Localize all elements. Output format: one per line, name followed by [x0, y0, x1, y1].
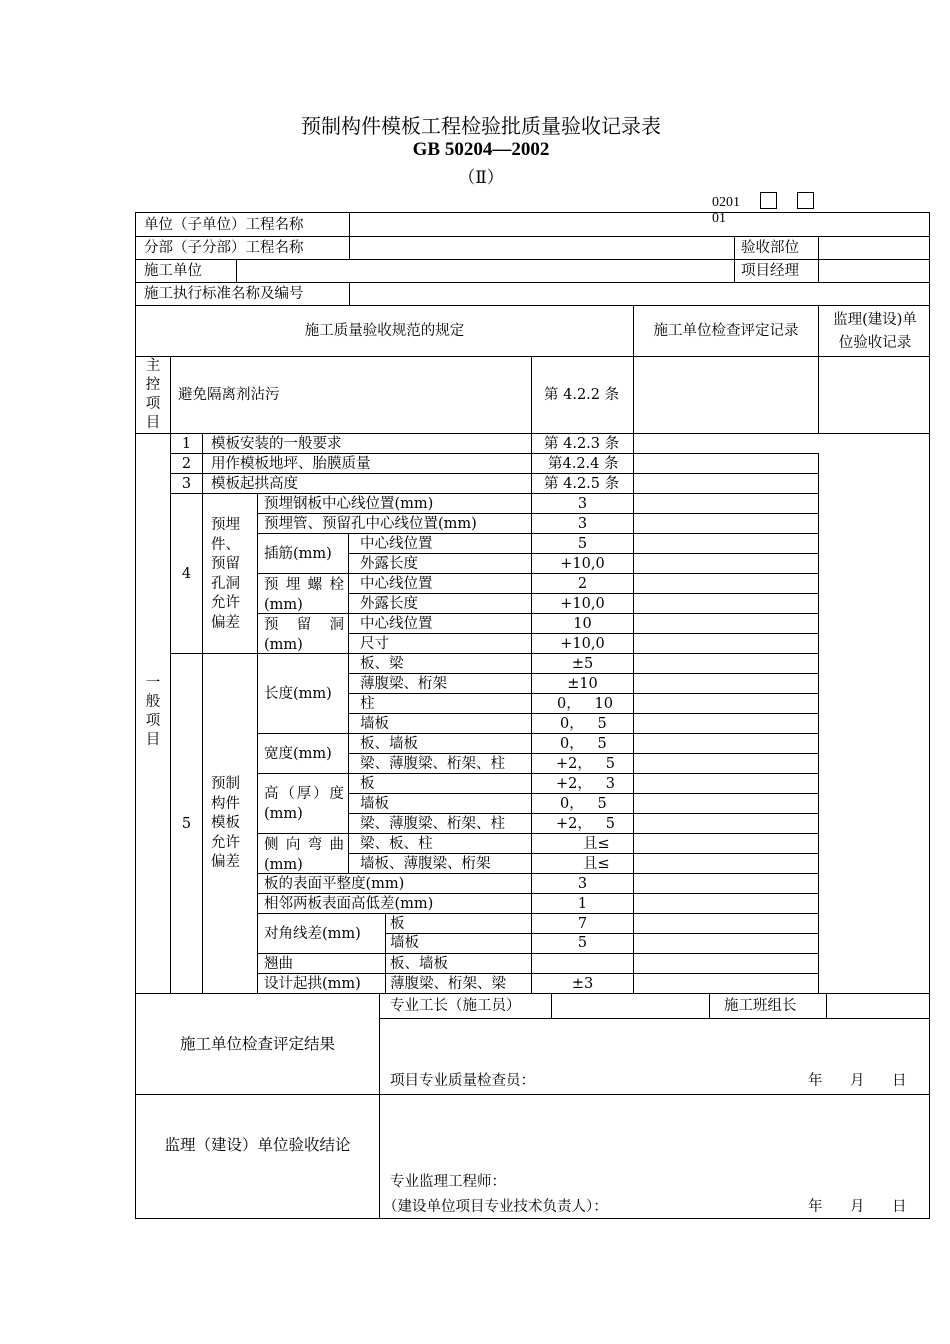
length-row-4-value: 0， 5: [560, 716, 607, 732]
rebar-center-label: 中心线位置: [360, 536, 433, 552]
item-2-no: 2: [181, 456, 192, 472]
width-label: 宽度(mm): [264, 746, 332, 762]
unit-project-label: 单位（子单位）工程名称: [144, 217, 304, 233]
flatness-label: 板的表面平整度(mm): [264, 876, 405, 892]
length-row-1-name: 板、梁: [360, 656, 404, 672]
pipe-value: 3: [577, 516, 588, 532]
construction-unit-label: 施工单位: [144, 263, 202, 279]
height-label: 高（厚）度 (mm): [264, 786, 344, 822]
supervision-conclusion-label: 监理（建设）单位验收结论: [164, 1136, 351, 1154]
standard-name-label: 施工执行标准名称及编号: [144, 286, 304, 302]
item-5-no: 5: [181, 816, 192, 832]
length-row-3-name: 柱: [360, 696, 375, 712]
adjacent-label: 相邻两板表面高低差(mm): [264, 896, 434, 912]
camber-value: ±3: [571, 976, 594, 992]
bending-row-1-name: 梁、板、柱: [360, 836, 433, 852]
construction-result-label: 施工单位检查评定结果: [179, 1035, 335, 1053]
warp-name: 板、墙板: [390, 956, 448, 972]
bolt-exposed-label: 外露长度: [360, 596, 418, 612]
length-row-4-name: 墙板: [360, 716, 389, 732]
conclusion-month-label: 月: [850, 1199, 865, 1215]
conclusion-day-label: 日: [892, 1199, 907, 1215]
bolt-center-value: 2: [577, 576, 588, 592]
steel-plate-label: 预埋钢板中心线位置(mm): [264, 496, 434, 512]
height-row-1-name: 板: [360, 776, 375, 792]
length-row-1-value: ±5: [571, 656, 594, 672]
hole-center-value: 10: [573, 616, 592, 632]
conclusion-year-label: 年: [808, 1199, 823, 1215]
result-year-label: 年: [808, 1073, 823, 1089]
supervision-check-header: 监理(建设)单位验收记录: [833, 312, 917, 351]
height-row-3-name: 梁、薄腹梁、桁架、柱: [360, 816, 505, 832]
width-row-2-name: 梁、薄腹梁、桁架、柱: [360, 756, 505, 772]
bending-row-2-value: 且≤: [583, 856, 610, 872]
diagonal-row-1-value: 7: [577, 916, 588, 932]
item-5-group: 预制构件模板允许偏差: [211, 776, 240, 870]
item-3-clause: 第 4.2.5 条: [544, 476, 620, 492]
item-1-no: 1: [181, 436, 192, 452]
main-control-item: 避免隔离剂沾污: [178, 387, 280, 403]
width-row-2-value: +2， 5: [556, 756, 615, 772]
length-label: 长度(mm): [264, 686, 332, 702]
item-4-group: 预埋件、预留孔洞允许偏差: [211, 517, 240, 631]
camber-label: 设计起拱(mm): [264, 976, 361, 992]
item-3-text: 模板起拱高度: [211, 476, 298, 492]
foreman-label: 专业工长（施工员）: [390, 998, 521, 1014]
form-code-line2: 01: [712, 211, 726, 226]
form-title: 预制构件模板工程检验批质量验收记录表: [301, 114, 661, 138]
owner-rep-label: （建设单位项目专业技术负责人）：: [383, 1199, 608, 1215]
standard-number: GB 50204—2002: [412, 139, 550, 160]
bolt-label: 预 埋 螺 栓 (mm): [264, 577, 344, 613]
item-1-clause: 第 4.2.3 条: [544, 436, 620, 452]
inspection-part-label: 验收部位: [741, 240, 799, 256]
form-code-line1: 0201: [712, 195, 740, 210]
width-row-1-name: 板、墙板: [360, 736, 418, 752]
item-2-clause: 第4.2.4 条: [548, 456, 619, 472]
warp-label: 翘曲: [264, 956, 293, 972]
height-row-2-value: 0， 5: [560, 796, 607, 812]
form-part: （Ⅱ）: [458, 168, 504, 188]
bending-label: 侧 向 弯 曲 (mm): [264, 837, 344, 873]
result-month-label: 月: [850, 1073, 865, 1089]
adjacent-value: 1: [577, 896, 588, 912]
result-day-label: 日: [892, 1073, 907, 1089]
general-items-label: 一般项目: [145, 675, 161, 748]
width-row-1-value: 0， 5: [560, 736, 607, 752]
bending-row-1-value: 且≤: [583, 836, 610, 852]
hole-size-value: +10,0: [560, 636, 605, 652]
quality-inspector-label: 项目专业质量检查员：: [390, 1073, 535, 1089]
steel-plate-value: 3: [577, 496, 588, 512]
team-leader-label: 施工班组长: [724, 998, 797, 1014]
hole-center-label: 中心线位置: [360, 616, 433, 632]
rebar-exposed-value: +10,0: [560, 556, 605, 572]
item-1-text: 模板安装的一般要求: [211, 436, 342, 452]
main-control-clause: 第 4.2.2 条: [544, 387, 620, 403]
length-row-2-value: ±10: [567, 676, 598, 692]
pipe-label: 预埋管、预留孔中心线位置(mm): [264, 516, 477, 532]
length-row-2-name: 薄腹梁、桁架: [360, 676, 447, 692]
diagonal-row-2-value: 5: [577, 935, 588, 951]
bending-row-2-name: 墙板、薄腹梁、桁架: [360, 856, 491, 872]
flatness-value: 3: [577, 876, 588, 892]
bolt-exposed-value: +10,0: [560, 596, 605, 612]
hole-size-label: 尺寸: [360, 636, 389, 652]
item-2-text: 用作模板地坪、胎膜质量: [211, 456, 371, 472]
project-manager-label: 项目经理: [741, 263, 799, 279]
spec-column-header: 施工质量验收规范的规定: [304, 323, 465, 339]
diagonal-row-1-name: 板: [390, 916, 405, 932]
length-row-3-value: 0， 10: [557, 696, 614, 712]
item-4-no: 4: [181, 566, 192, 582]
diagonal-label: 对角线差(mm): [264, 926, 361, 942]
hole-label: 预 留 洞 (mm): [264, 617, 344, 653]
construction-check-header: 施工单位检查评定记录: [653, 323, 799, 339]
supervisor-label: 专业监理工程师：: [390, 1174, 506, 1190]
camber-name: 薄腹梁、桁架、梁: [390, 976, 506, 992]
height-row-2-name: 墙板: [360, 796, 389, 812]
bolt-center-label: 中心线位置: [360, 576, 433, 592]
rebar-exposed-label: 外露长度: [360, 556, 418, 572]
sub-project-label: 分部（子分部）工程名称: [144, 240, 304, 256]
diagonal-row-2-name: 墙板: [390, 935, 419, 951]
item-3-no: 3: [181, 476, 192, 492]
height-row-3-value: +2， 5: [556, 816, 615, 832]
height-row-1-value: +2， 3: [556, 776, 615, 792]
main-control-label: 主控项目: [145, 358, 161, 431]
rebar-label: 插筋(mm): [264, 546, 332, 562]
rebar-center-value: 5: [577, 536, 588, 552]
